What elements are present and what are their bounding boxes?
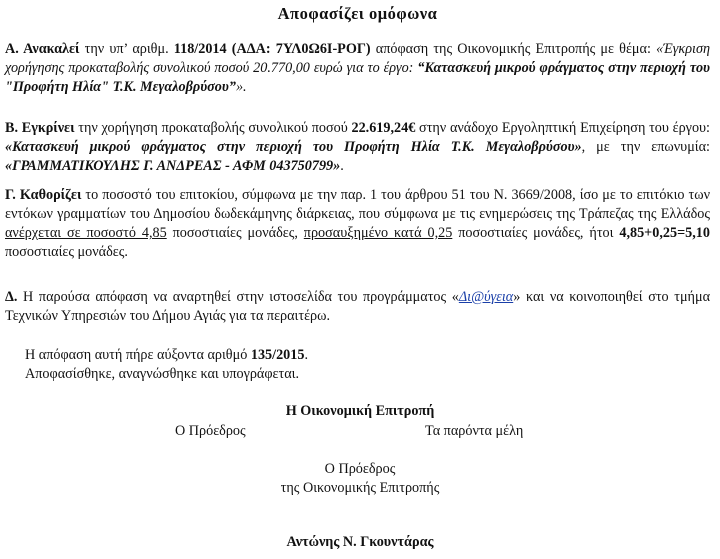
approval-line: Αποφασίσθηκε, αναγνώσθηκε και υπογράφεται. (25, 366, 300, 382)
paragraph-a: Α. Ανακαλεί την υπ’ αριθμ. 118/2014 (ΑΔΑ: 7ΥΛ0Ω6Ι-ΡΟΓ) απόφαση της Οικονομικής Επιτροπής με θέμα: «Έγκριση χορήγησης προκαταβολής συνολικού ποσού 20.770,00 ευρώ για το έργο: “Κατασκευή μικρού φράγματος στην περιοχή του "Προφήτη Ηλία" Τ.Κ. Μεγαλοβρύσου”». (5, 41, 710, 95)
revoked-decision-number: 118/2014 (ΑΔΑ: 7ΥΛ0Ω6Ι-ΡΟΓ) (173, 41, 371, 57)
total-rate: 4,85+0,25=5,10 (619, 225, 710, 241)
paragraph-b: Β. Εγκρίνει την χορήγηση προκαταβολής συνολικού ποσού 22.619,24€ στην ανάδοχο Εργοληπτική Επιχείρηση του έργου: «Κατασκευή μικρού φράγματος στην περιοχή του Προφήτη Ηλία Τ.Κ. Μεγαλοβρύσου», με την επωνυμία: «ΓΡΑΜΜΑΤΙΚΟΥΛΗΣ Γ. ΑΝΔΡΕΑΣ - ΑΦΜ 043750799». (5, 120, 711, 174)
paragraph-c-label: Γ. Καθορίζει (5, 187, 82, 203)
base-rate: ανέρχεται σε ποσοστό 4,85 (5, 225, 167, 241)
contractor-name: «ΓΡΑΜΜΑΤΙΚΟΥΛΗΣ Γ. ΑΝΔΡΕΑΣ - ΑΦΜ 043750799» (5, 158, 341, 174)
decision-number: 135/2015 (250, 347, 305, 363)
chair-label-left: Ο Πρόεδρος (175, 423, 246, 439)
paragraph-b-label: Β. Εγκρίνει (5, 120, 75, 136)
paragraph-a-label: Α. Ανακαλεί (5, 41, 80, 57)
paragraph-d-label: Δ. (5, 289, 18, 305)
chair-label: Ο Πρόεδρος (324, 461, 396, 477)
paragraph-d: Δ. Η παρούσα απόφαση να αναρτηθεί στην ιστοσελίδα του προγράμματος «Δι@ύγεια» και να κοινοποιηθεί στο τμήμα Τεχνικών Υπηρεσιών του Δήμου Αγιάς για τα περαιτέρω. (5, 289, 711, 324)
rate-increase: προσαυξημένο κατά 0,25 (303, 225, 453, 241)
members-label: Τα παρόντα μέλη (425, 423, 524, 439)
decision-number-line: Η απόφαση αυτή πήρε αύξοντα αριθμό 135/2015. (25, 347, 308, 363)
committee-heading: Η Οικονομική Επιτροπή (285, 403, 435, 419)
project-title-b: «Κατασκευή μικρού φράγματος στην περιοχή του Προφήτη Ηλία Τ.Κ. Μεγαλοβρύσου» (5, 139, 582, 155)
signatory-name: Αντώνης Ν. Γκουντάρας (286, 534, 434, 550)
document-title: Αποφασίζει ομόφωνα (277, 4, 438, 23)
advance-amount: 22.619,24€ (351, 120, 416, 136)
diavgeia-link[interactable]: Δι@ύγεια (458, 289, 514, 305)
project-title-a: “Κατασκευή μικρού φράγματος στην περιοχή του "Προφήτη Ηλία" Τ.Κ. Μεγαλοβρύσου” (5, 60, 710, 95)
revoked-decision-subject: «Έγκριση χορήγησης προκαταβολής συνολικού ποσού 20.770,00 ευρώ για το έργο: (5, 41, 710, 76)
paragraph-c: Γ. Καθορίζει το ποσοστό του επιτοκίου, σύμφωνα με την παρ. 1 του άρθρου 51 του Ν. 3669/2008, ίσο με το επιτόκιο των εντόκων γραμματίων του Δημοσίου δωδεκάμηνης διάρκειας, που σύμφωνα με τις ενημερώσεις της Τράπεζας της Ελλάδος ανέρχεται σε ποσοστό 4,85 ποσοστιαίες μονάδες, προσαυξημένο κατά 0,25 ποσοστιαίες μονάδες, ήτοι 4,85+0,25=5,10 ποσοστιαίες μονάδες. (5, 187, 710, 260)
chair-of-committee: της Οικονομικής Επιτροπής (280, 480, 440, 496)
